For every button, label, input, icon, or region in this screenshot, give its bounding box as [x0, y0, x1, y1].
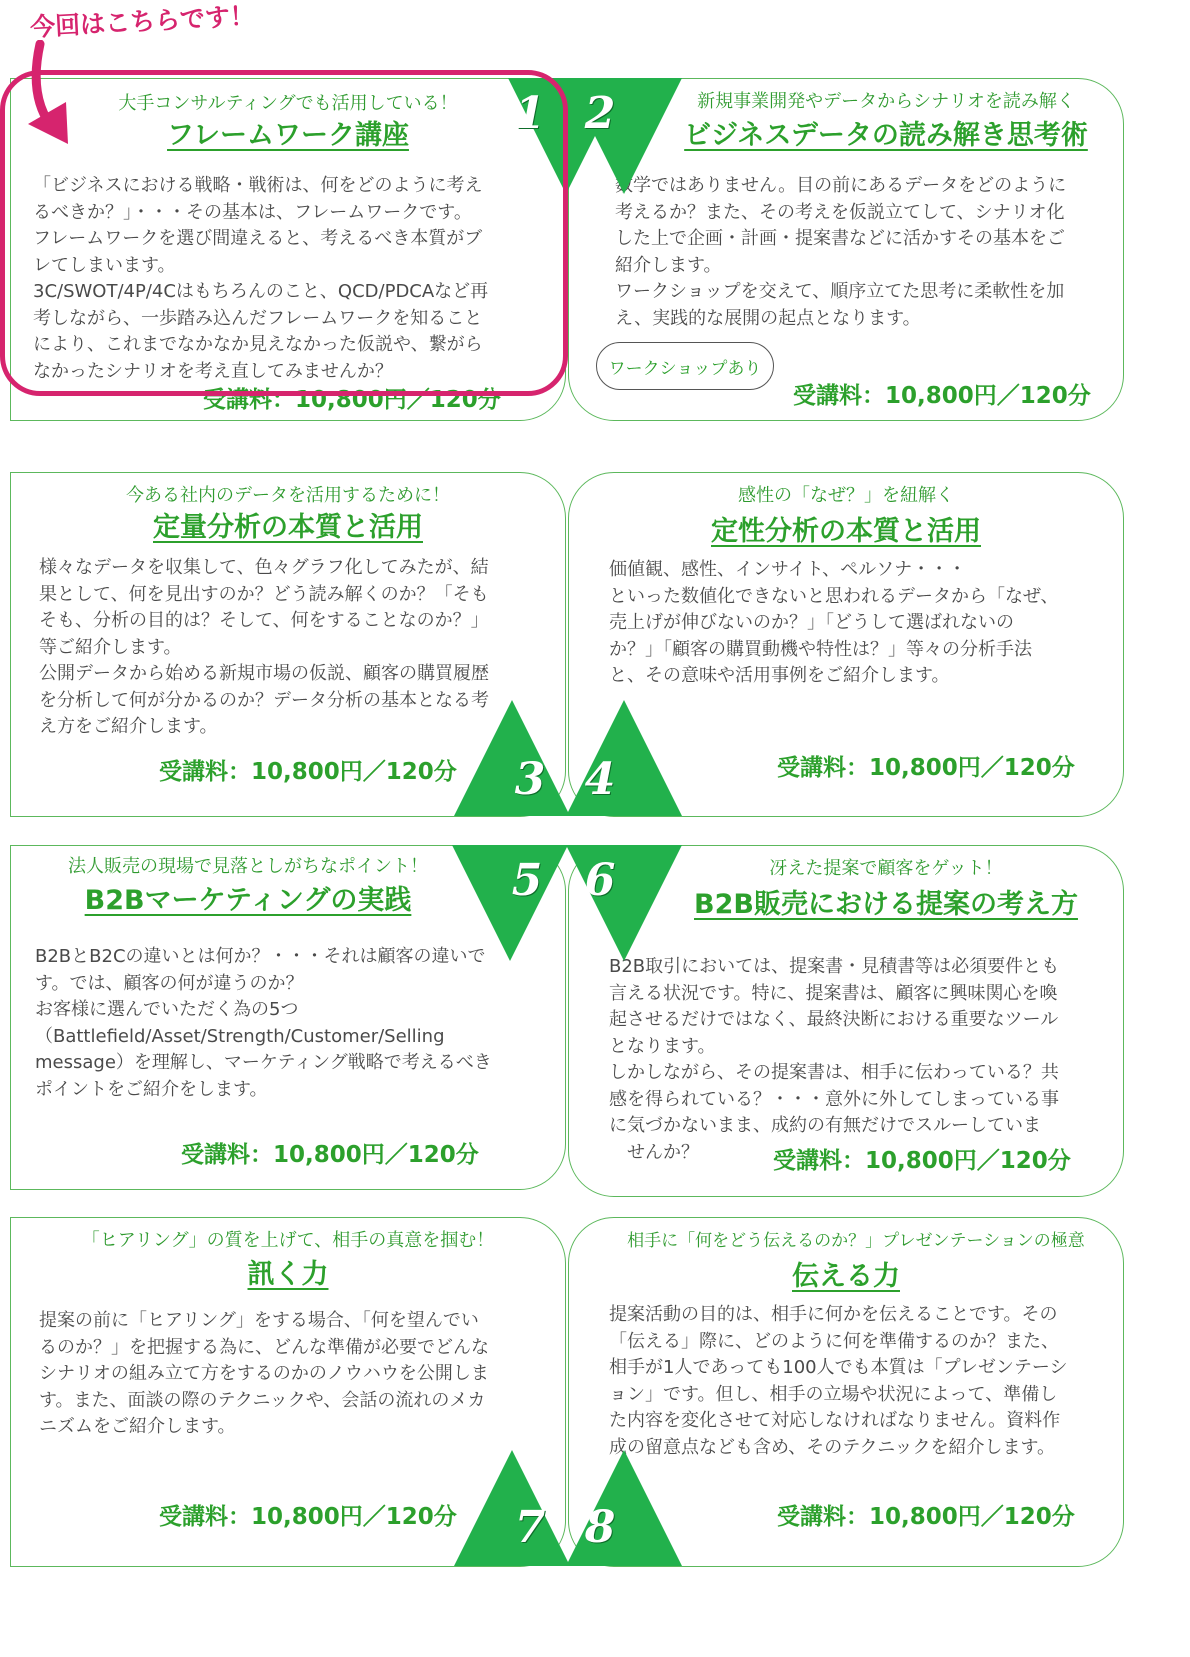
description-line: え方をご紹介します。 [39, 716, 218, 737]
course-description [609, 954, 1059, 1166]
course-number-3: 3 [514, 754, 546, 805]
course-price: 受講料：10,800円／120分 [773, 1148, 1071, 1174]
description-line: 3C/SWOT/4P/4Cはもちろんのこと、QCD/PDCAなど再 [33, 281, 489, 302]
description-line: ワークショップを交えて、順序立てた思考に柔軟性を加 [615, 281, 1065, 302]
description-line: か？」「顧客の購買動機や特性は？」等々の分析手法 [609, 638, 1032, 660]
description-line: 相手が1人であっても100人でも本質は「プレゼンテーシ [609, 1357, 1068, 1378]
description-line: 提案活動の目的は、相手に何かを伝えることです。その [609, 1304, 1058, 1325]
course-subtitle: 法人販売の現場で見落としがちなポイント！ [68, 856, 428, 877]
description-line: シナリオの組み立て方をするのかのノウハウを公開しま [39, 1363, 489, 1384]
course-number-2: 2 [584, 88, 616, 139]
description-line: 公開データから始める新規市場の仮説、顧客の購買履歴 [39, 663, 489, 684]
description-line: した上で企画・計画・提案書などに活かすその基本をご [615, 228, 1065, 249]
description-line: そも、分析の目的は？そして、何をすることなのか？」 [39, 610, 489, 631]
description-line: す。では、顧客の何が違うのか？ [35, 972, 304, 994]
description-line: と、その意味や活用事例をご紹介します。 [609, 665, 950, 686]
description-line: す。また、面談の際のテクニックや、会話の流れのメカ [39, 1389, 486, 1411]
course-price: 受講料：10,800円／120分 [777, 1504, 1075, 1530]
course-subtitle: 「ヒアリング」の質を上げて、相手の真意を掴む！ [81, 1230, 495, 1251]
course-number-6: 6 [584, 855, 616, 906]
course-number-1: 1 [514, 88, 546, 139]
course-subtitle: 大手コンサルティングでも活用している！ [118, 93, 458, 114]
course-number-4: 4 [584, 754, 616, 805]
callout-arrow-icon [10, 40, 90, 150]
description-line: （Battlefield/Asset/Strength/Customer/Selling [35, 1025, 445, 1047]
description-line: るべきか？」・・・その基本は、フレームワークです。 [33, 201, 472, 223]
course-title[interactable]: B2B販売における提案の考え方 [694, 889, 1078, 920]
description-line: といった数値化できないと思われるデータから「なぜ、 [609, 585, 1059, 607]
description-line: 考しながら、一歩踏み込んだフレームワークを知ること [33, 307, 483, 329]
description-line: により、これまでなかなか見えなかった仮説や、繋がら [33, 334, 483, 355]
course-title[interactable]: 定量分析の本質と活用 [153, 512, 423, 543]
description-line: message）を理解し、マーケティング戦略で考えるべき [35, 1052, 492, 1073]
description-line: B2BとB2Cの違いとは何か？・・・それは顧客の違いで [35, 946, 486, 967]
course-title[interactable]: B2Bマーケティングの実践 [84, 885, 412, 916]
description-line: しかしながら、その提案書は、相手に伝わっている？共 [609, 1062, 1059, 1083]
course-subtitle: 相手に「何をどう伝えるのか？」プレゼンテーションの極意 [627, 1231, 1085, 1251]
course-number-5: 5 [511, 855, 543, 906]
description-line: ョン」です。但し、相手の立場や状況によって、準備し [609, 1383, 1058, 1405]
description-line: 提案の前に「ヒアリング」をする場合、「何を望んでい [39, 1310, 479, 1331]
current-course-callout: 今回はこちらです！ [29, 1, 256, 42]
description-line: 数学ではありません。目の前にあるデータをどのように [615, 175, 1067, 196]
description-line: 「伝える」際に、どのように何を準備するのか？また、 [609, 1330, 1059, 1352]
description-line: 果として、何を見出すのか？どう読み解くのか？「そも [39, 583, 489, 605]
description-line: となります。 [609, 1035, 716, 1057]
description-line: B2B取引においては、提案書・見積書等は必須要件とも [609, 956, 1060, 977]
course-title[interactable]: 訊く力 [247, 1259, 329, 1290]
description-line: え、実践的な展開の起点となります。 [615, 307, 921, 329]
course-price: 受講料：10,800円／120分 [159, 759, 457, 785]
description-line: せんか？ [609, 1141, 699, 1163]
description-line: フレームワークを選び間違えると、考えるべき本質がブ [33, 228, 483, 249]
course-title[interactable]: フレームワーク講座 [167, 120, 409, 151]
course-subtitle: 今ある社内のデータを活用するために！ [126, 485, 450, 506]
workshop-badge: ワークショップあり [596, 342, 774, 390]
description-line: ニズムをご紹介します。 [39, 1416, 236, 1437]
course-price: 受講料：10,800円／120分 [159, 1504, 457, 1530]
course-description [39, 555, 489, 741]
course-description [35, 944, 492, 1103]
course-description [615, 173, 1066, 332]
course-number-8: 8 [584, 1502, 616, 1553]
course-subtitle: 感性の「なぜ？」を紐解く [738, 485, 954, 506]
course-price: 受講料：10,800円／120分 [181, 1142, 479, 1168]
description-line: 紹介します。 [615, 254, 722, 276]
description-line: なかったシナリオを考え直してみませんか？ [33, 360, 393, 382]
description-line: レてしまいます。 [33, 254, 176, 276]
description-line: 売上げが伸びないのか？」「どうして選ばれないの [609, 612, 1014, 633]
description-line: 「ビジネスにおける戦略・戦術は、何をどのように考え [33, 175, 483, 196]
description-line: 様々なデータを収集して、色々グラフ化してみたが、結 [39, 557, 489, 578]
description-line: を分析して何が分かるのか？データ分析の基本となる考 [39, 689, 489, 711]
course-description [39, 1308, 489, 1441]
description-line: るのか？」を把握する為に、どんな準備が必要でどんな [39, 1336, 489, 1358]
course-price: 受講料：10,800円／120分 [203, 387, 501, 413]
course-title[interactable]: ビジネスデータの読み解き思考術 [684, 120, 1088, 151]
description-line: ポイントをご紹介をします。 [35, 1078, 268, 1100]
course-subtitle: 新規事業開発やデータからシナリオを読み解く [697, 91, 1075, 112]
course-description [609, 557, 1058, 690]
course-subtitle: 冴えた提案で顧客をゲット！ [769, 858, 1003, 879]
description-line: 価値観、感性、インサイト、ペルソナ・・・ [609, 559, 967, 580]
course-title[interactable]: 伝える力 [792, 1261, 900, 1292]
course-title[interactable]: 定性分析の本質と活用 [711, 516, 981, 547]
description-line: に気づかないまま、成約の有無だけでスルーしていま [609, 1115, 1041, 1136]
course-price: 受講料：10,800円／120分 [777, 755, 1075, 781]
description-line: お客様に選んでいただく為の5つ [35, 999, 299, 1020]
description-line: た内容を変化させて対応しなければなりません。資料作 [609, 1410, 1061, 1431]
description-line: 等ご紹介します。 [39, 636, 182, 658]
description-line: 成の留意点なども含め、そのテクニックを紹介します。 [609, 1436, 1056, 1458]
course-description [609, 1302, 1068, 1461]
description-line: 感を得られている？・・・意外に外してしまっている事 [609, 1088, 1059, 1110]
description-line: 起させるだけではなく、最終決断における重要なツール [609, 1009, 1059, 1030]
course-number-7: 7 [514, 1502, 546, 1553]
description-line: 言える状況です。特に、提案書は、顧客に興味関心を喚 [609, 982, 1058, 1004]
course-price: 受講料：10,800円／120分 [793, 383, 1091, 409]
description-line: 考えるか？また、その考えを仮説立てして、シナリオ化 [615, 201, 1065, 223]
